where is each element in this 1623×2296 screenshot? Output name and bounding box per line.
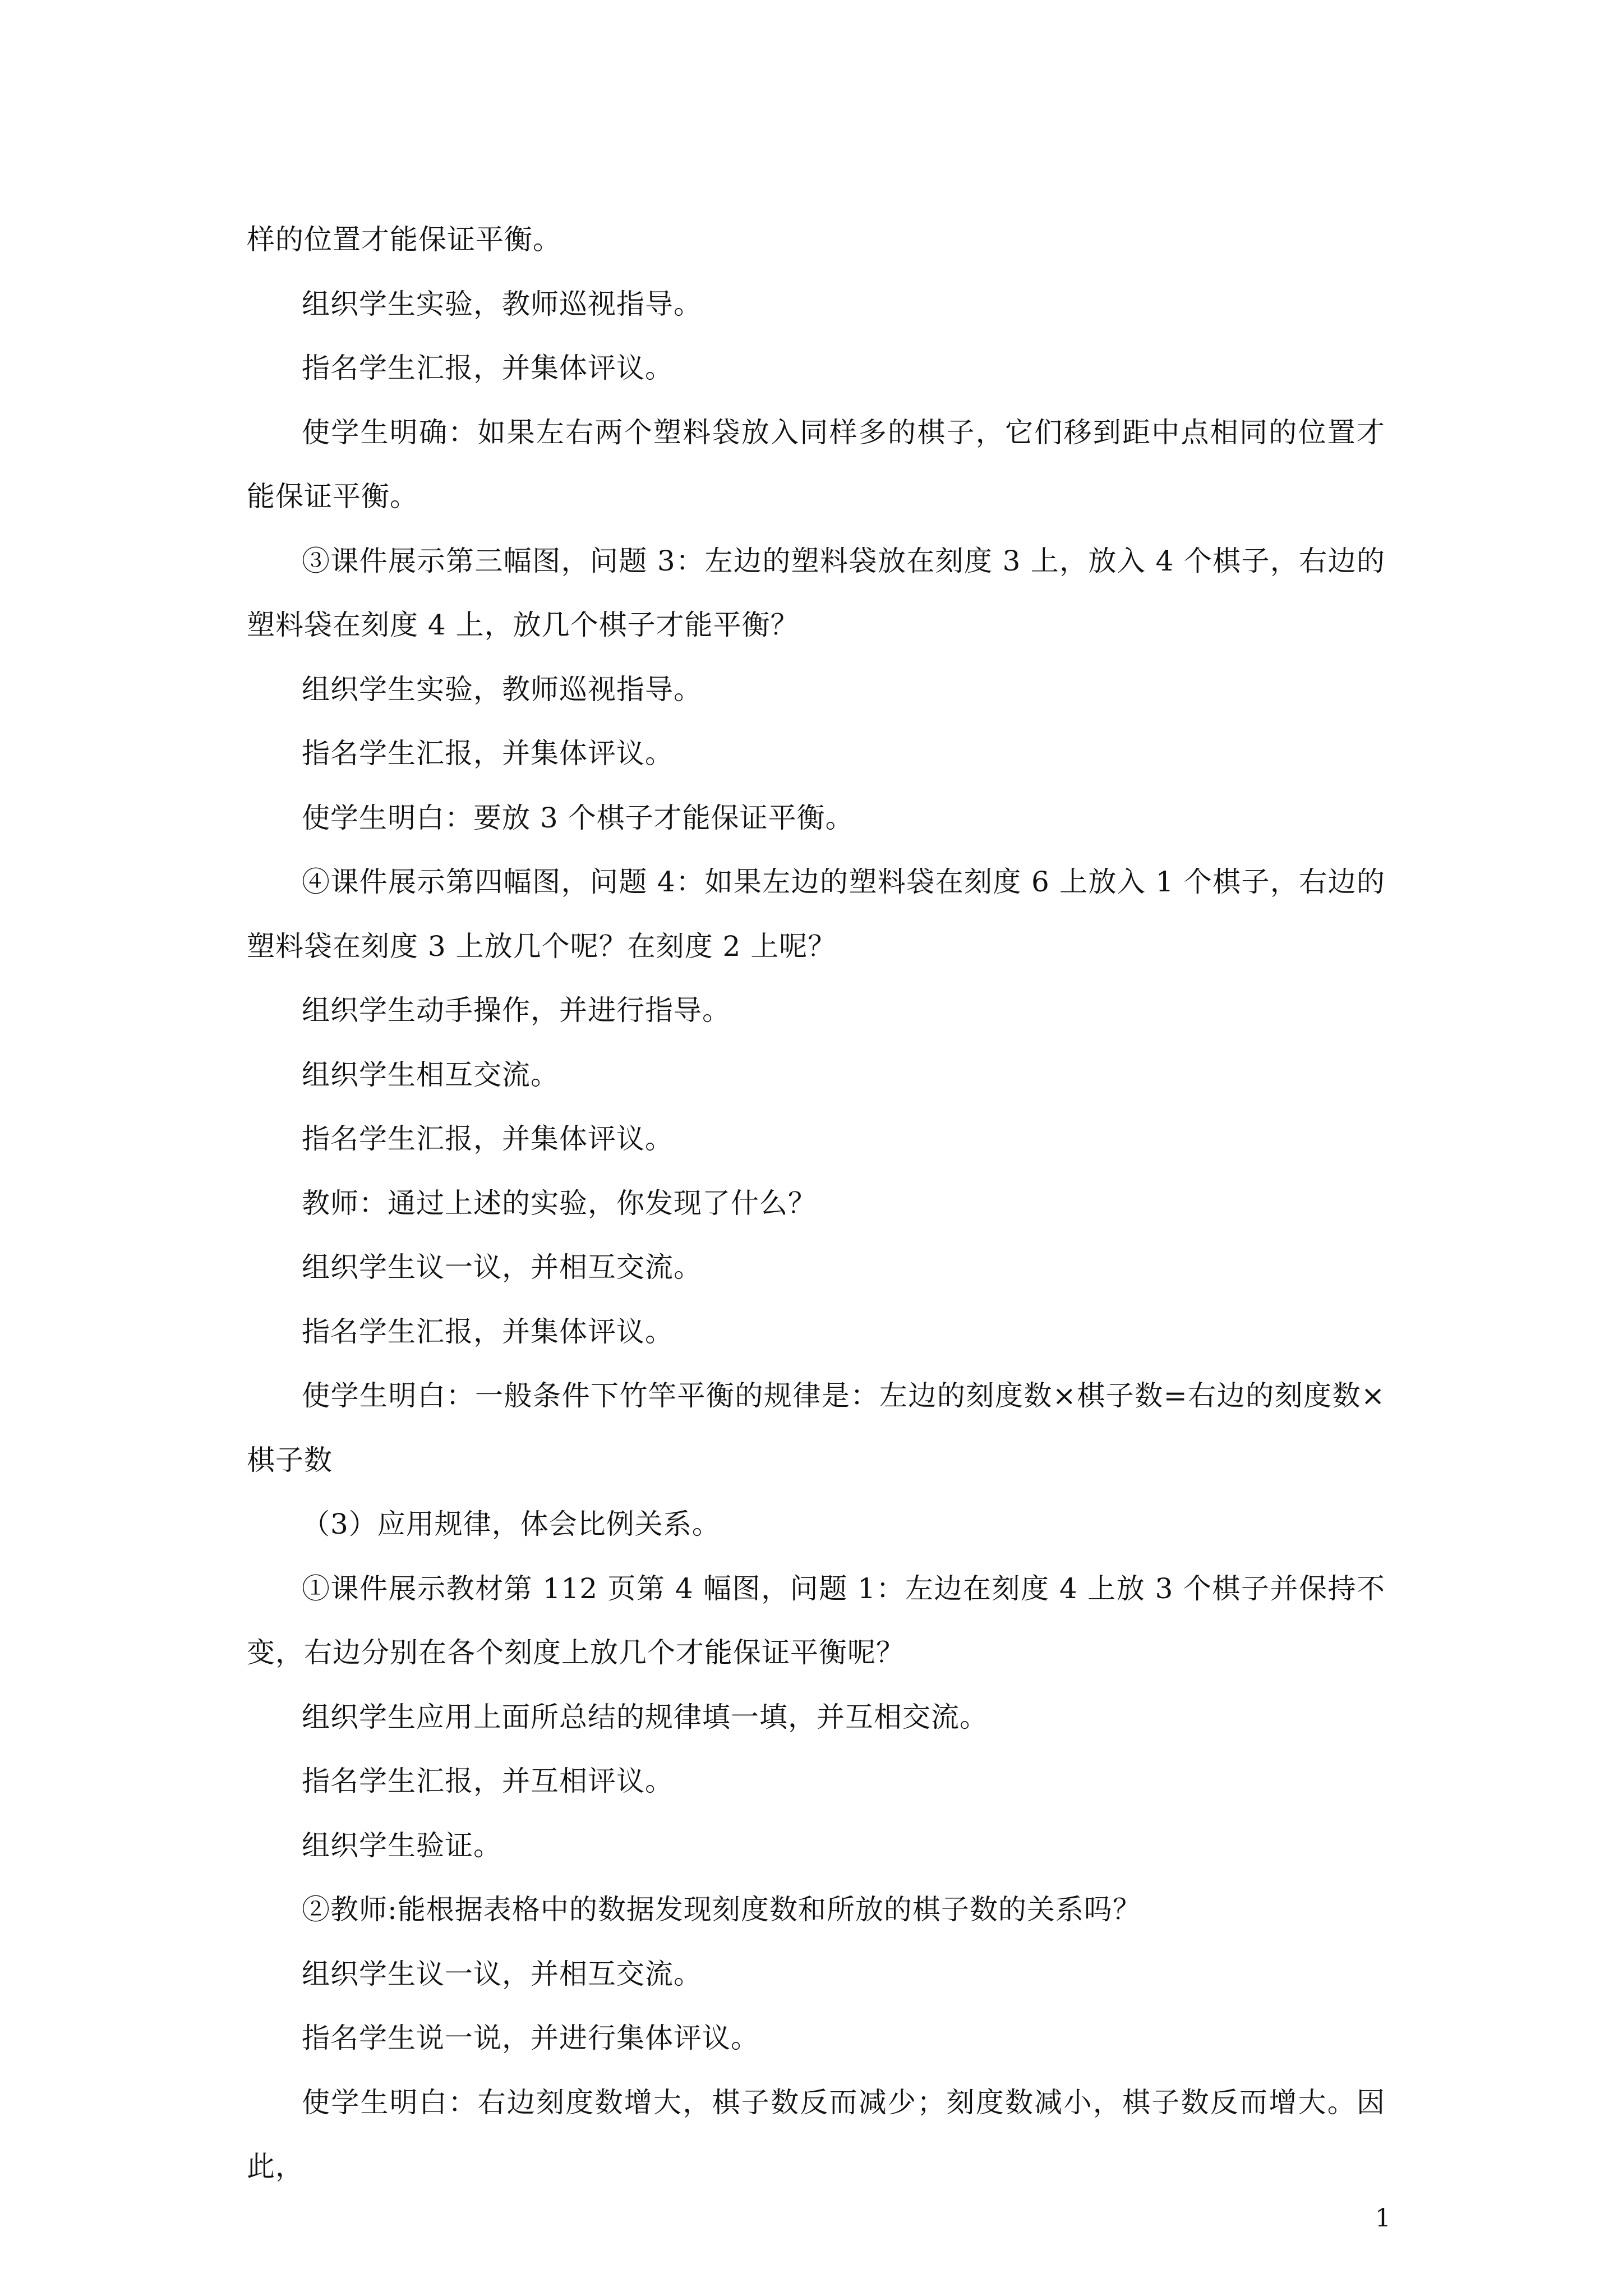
paragraph-20: 指名学生汇报，并互相评议。: [302, 1765, 674, 1797]
paragraph-24: 指名学生说一说，并进行集体评议。: [302, 2022, 759, 2054]
paragraph-10: 组织学生动手操作，并进行指导。: [302, 994, 731, 1027]
paragraph-12: 指名学生汇报，并集体评议。: [302, 1122, 674, 1155]
paragraph-06: 组织学生实验，教师巡视指导。: [302, 673, 702, 706]
paragraph-18: ①课件展示教材第 112 页第 4 幅图，问题 1：左边在刻度 4 上放 3 个棋子并保持不变，右边分别在各个刻度上放几个才能保证平衡呢？: [247, 1572, 1385, 1669]
paragraph-13: 教师：通过上述的实验，你发现了什么？: [302, 1186, 817, 1220]
paragraph-01: 样的位置才能保证平衡。: [247, 223, 561, 256]
paragraph-17: （3）应用规律，体会比例关系。: [302, 1508, 721, 1540]
paragraph-05: ③课件展示第三幅图，问题 3：左边的塑料袋放在刻度 3 上，放入 4 个棋子，右边的塑料袋在刻度 4 上，放几个棋子才能平衡？: [247, 544, 1385, 641]
paragraph-07: 指名学生汇报，并集体评议。: [302, 737, 674, 770]
paragraph-03: 指名学生汇报，并集体评议。: [302, 352, 674, 384]
paragraph-22: ②教师:能根据表格中的数据发现刻度数和所放的棋子数的关系吗？: [302, 1893, 1141, 1926]
paragraph-09: ④课件展示第四幅图，问题 4：如果左边的塑料袋在刻度 6 上放入 1 个棋子，右边的塑料袋在刻度 3 上放几个呢？在刻度 2 上呢？: [247, 866, 1385, 963]
paragraph-08: 使学生明白：要放 3 个棋子才能保证平衡。: [302, 801, 854, 834]
paragraph-02: 组织学生实验，教师巡视指导。: [302, 287, 702, 320]
body-text: [247, 208, 1385, 2199]
paragraph-23: 组织学生议一议，并相互交流。: [302, 1957, 702, 1990]
paragraph-14: 组织学生议一议，并相互交流。: [302, 1251, 702, 1283]
paragraph-11: 组织学生相互交流。: [302, 1058, 559, 1091]
paragraph-16: 使学生明白：一般条件下竹竿平衡的规律是：左边的刻度数×棋子数=右边的刻度数×棋子数: [247, 1379, 1385, 1476]
paragraph-15: 指名学生汇报，并集体评议。: [302, 1315, 674, 1348]
page-number: 1: [1375, 2204, 1391, 2233]
paragraph-04: 使学生明确：如果左右两个塑料袋放入同样多的棋子，它们移到距中点相同的位置才能保证平衡。: [247, 416, 1385, 513]
paragraph-19: 组织学生应用上面所总结的规律填一填，并互相交流。: [302, 1700, 988, 1733]
paragraph-21: 组织学生验证。: [302, 1829, 502, 1862]
paragraph-25: 使学生明白：右边刻度数增大，棋子数反而减少；刻度数减小，棋子数反而增大。因此，: [247, 2086, 1385, 2183]
